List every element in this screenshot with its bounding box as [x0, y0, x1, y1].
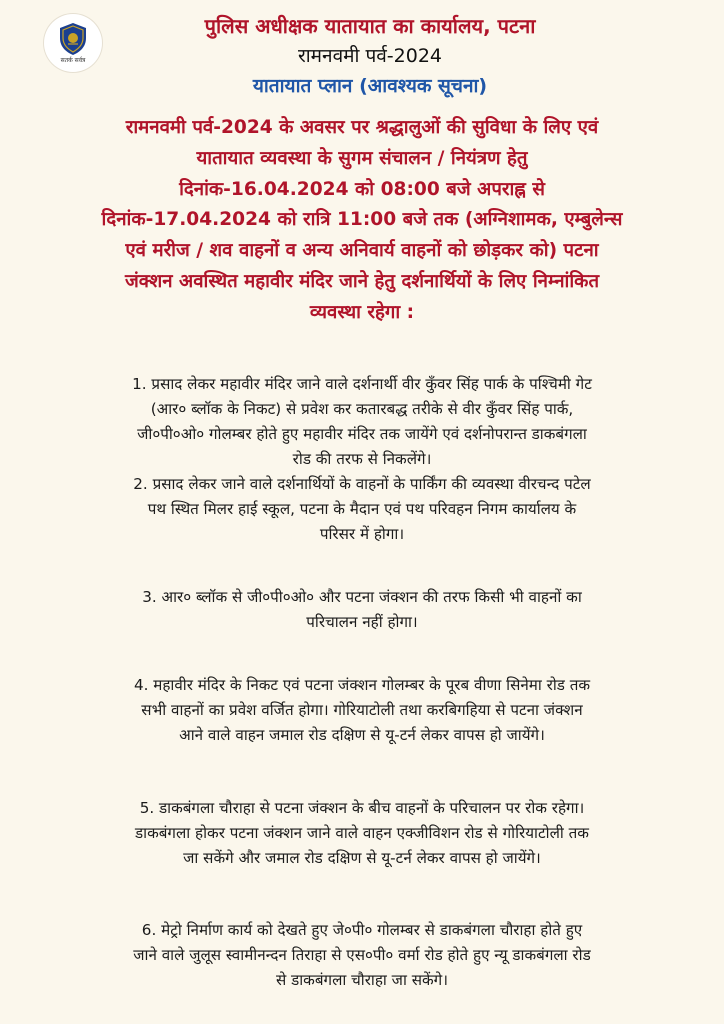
point-line: 1. प्रसाद लेकर महावीर मंदिर जाने वाले दर्शनार्थी वीर कुँवर सिंह पार्क के पश्चिमी गेट: [132, 375, 592, 393]
point-5: [10, 796, 714, 871]
point-line: 4. महावीर मंदिर के निकट एवं पटना जंक्शन गोलम्बर के पूरब वीणा सिनेमा रोड तक: [133, 676, 591, 694]
police-logo: [44, 14, 102, 72]
point-line: डाकबंगला होकर पटना जंक्शन जाने वाले वाहन एक्जीविशन रोड से गोरियाटोली तक: [135, 824, 589, 842]
point-line: परिचालन नहीं होगा।: [306, 613, 418, 631]
point-line: आने वाले वाहन जमाल रोड दक्षिण से यू-टर्न लेकर वापस हो जायेंगे।: [179, 726, 545, 744]
point-line: 6. मेट्रो निर्माण कार्य को देखते हुए जे०पी० गोलम्बर से डाकबंगला चौराहा होते हुए: [141, 921, 583, 939]
intro-line: व्यवस्था रहेगा :: [309, 301, 415, 323]
point-line: सभी वाहनों का प्रवेश वर्जित होगा। गोरियाटोली तथा करबिगहिया से पटना जंक्शन: [141, 701, 583, 719]
point-1: [10, 372, 714, 472]
intro-line: एवं मरीज / शव वाहनों व अन्य अनिवार्य वाहनों को छोड़कर को) पटना: [125, 240, 599, 262]
point-line: 2. प्रसाद लेकर जाने वाले दर्शनार्थियों के वाहनों के पार्किंग की व्यवस्था वीरचन्द पटेल: [133, 475, 591, 493]
point-line: जा सकेंगे और जमाल रोड दक्षिण से यू-टर्न लेकर वापस हो जायेंगे।: [183, 849, 541, 867]
point-line: परिसर में होगा।: [319, 525, 405, 543]
point-6: [10, 918, 714, 993]
plan-title: यातायात प्लान (आवश्यक सूचना): [252, 75, 488, 97]
office-title: पुलिस अधीक्षक यातायात का कार्यालय, पटना: [204, 14, 536, 38]
intro-line: दिनांक-17.04.2024 को रात्रि 11:00 बजे तक (अग्निशामक, एम्बुलेन्स: [101, 209, 623, 231]
point-line: पथ स्थित मिलर हाई स्कूल, पटना के मैदान एवं पथ परिवहन निगम कार्यालय के: [147, 500, 577, 518]
intro-line: रामनवमी पर्व-2024 के अवसर पर श्रद्धालुओं की सुविधा के लिए एवं: [125, 117, 599, 138]
intro-line: दिनांक-16.04.2024 को 08:00 बजे अपराह्न से: [179, 178, 545, 200]
intro-line: यातायात व्यवस्था के सुगम संचालन / नियंत्रण हेतु: [196, 147, 528, 169]
point-line: 5. डाकबंगला चौराहा से पटना जंक्शन के बीच वाहनों के परिचालन पर रोक रहेगा।: [139, 799, 585, 817]
point-line: (आर० ब्लॉक के निकट) से प्रवेश कर कतारबद्ध तरीके से वीर कुँवर सिंह पार्क,: [150, 400, 574, 418]
festival-title: रामनवमी पर्व-2024: [297, 45, 443, 67]
point-line: 3. आर० ब्लॉक से जी०पी०ओ० और पटना जंक्शन की तरफ किसी भी वाहनों का: [142, 588, 582, 606]
point-3: [10, 585, 714, 635]
point-line: जाने वाले जुलूस स्वामीनन्दन तिराहा से एस०पी० वर्मा रोड होते हुए न्यू डाकबंगला रोड: [133, 946, 591, 964]
point-2: [10, 472, 714, 547]
point-4: [10, 673, 714, 748]
intro-line: जंक्शन अवस्थित महावीर मंदिर जाने हेतु दर्शनार्थियों के लिए निम्नांकित: [124, 270, 600, 292]
point-line: रोड की तरफ से निकलेंगे।: [292, 450, 432, 468]
point-line: जी०पी०ओ० गोलम्बर होते हुए महावीर मंदिर तक जायेंगे एवं दर्शनोपरान्त डाकबंगला: [137, 425, 587, 443]
intro-notice: [14, 113, 710, 329]
logo-caption: सतर्क सर्वत्र: [60, 57, 86, 64]
point-line: से डाकबंगला चौराहा जा सकेंगे।: [276, 971, 448, 989]
bihar-police-emblem-icon: [58, 22, 88, 56]
